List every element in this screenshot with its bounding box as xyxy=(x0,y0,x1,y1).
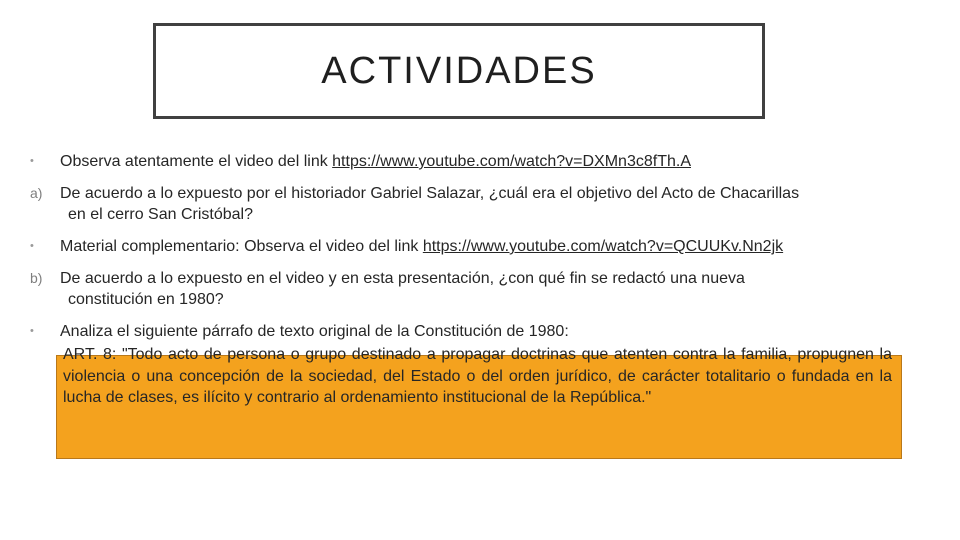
question-a-marker: a) xyxy=(30,185,43,201)
video-link-2[interactable]: https://www.youtube.com/watch?v=QCUUKv.Nn2jk xyxy=(422,238,784,255)
question-a-line2: en el cerro San Cristóbal? xyxy=(68,206,253,223)
title-box xyxy=(153,23,765,119)
video-link-1[interactable]: https://www.youtube.com/watch?v=DXMn3c8fTh.A xyxy=(332,153,691,170)
bullet-2 xyxy=(30,236,783,257)
constitution-quote: ART. 8: "Todo acto de persona o grupo destinado a propagar doctrinas que atenten contra la familia, propugnen la violencia o una concepción de la sociedad, del Estado o del orden jurídico, de carácter totalitario o fundada en la lucha de clases, es ilícito y contrario al ordenamiento institucional de la República." xyxy=(63,346,892,406)
question-b-marker: b) xyxy=(30,270,43,286)
question-a-line1: De acuerdo a lo expuesto por el historiador Gabriel Salazar, ¿cuál era el objetivo del Acto de Chacarillas xyxy=(60,185,800,202)
bullet-dot: • xyxy=(30,325,34,337)
slide-title: ACTIVIDADES xyxy=(321,49,597,92)
bullet-3-text: Analiza el siguiente párrafo de texto original de la Constitución de 1980: xyxy=(60,323,569,340)
question-b-line1: De acuerdo a lo expuesto en el video y en esta presentación, ¿con qué fin se redactó una nueva xyxy=(60,270,745,287)
question-a xyxy=(30,183,799,204)
bullet-1-text: Observa atentamente el video del link xyxy=(60,153,333,170)
question-b xyxy=(30,268,745,289)
question-b-line2: constitución en 1980? xyxy=(68,291,224,308)
bullet-dot: • xyxy=(30,155,34,167)
bullet-dot: • xyxy=(30,240,34,252)
bullet-2-text: Material complementario: Observa el video del link xyxy=(60,238,423,255)
bullet-3 xyxy=(30,321,569,342)
bullet-1 xyxy=(30,151,691,172)
